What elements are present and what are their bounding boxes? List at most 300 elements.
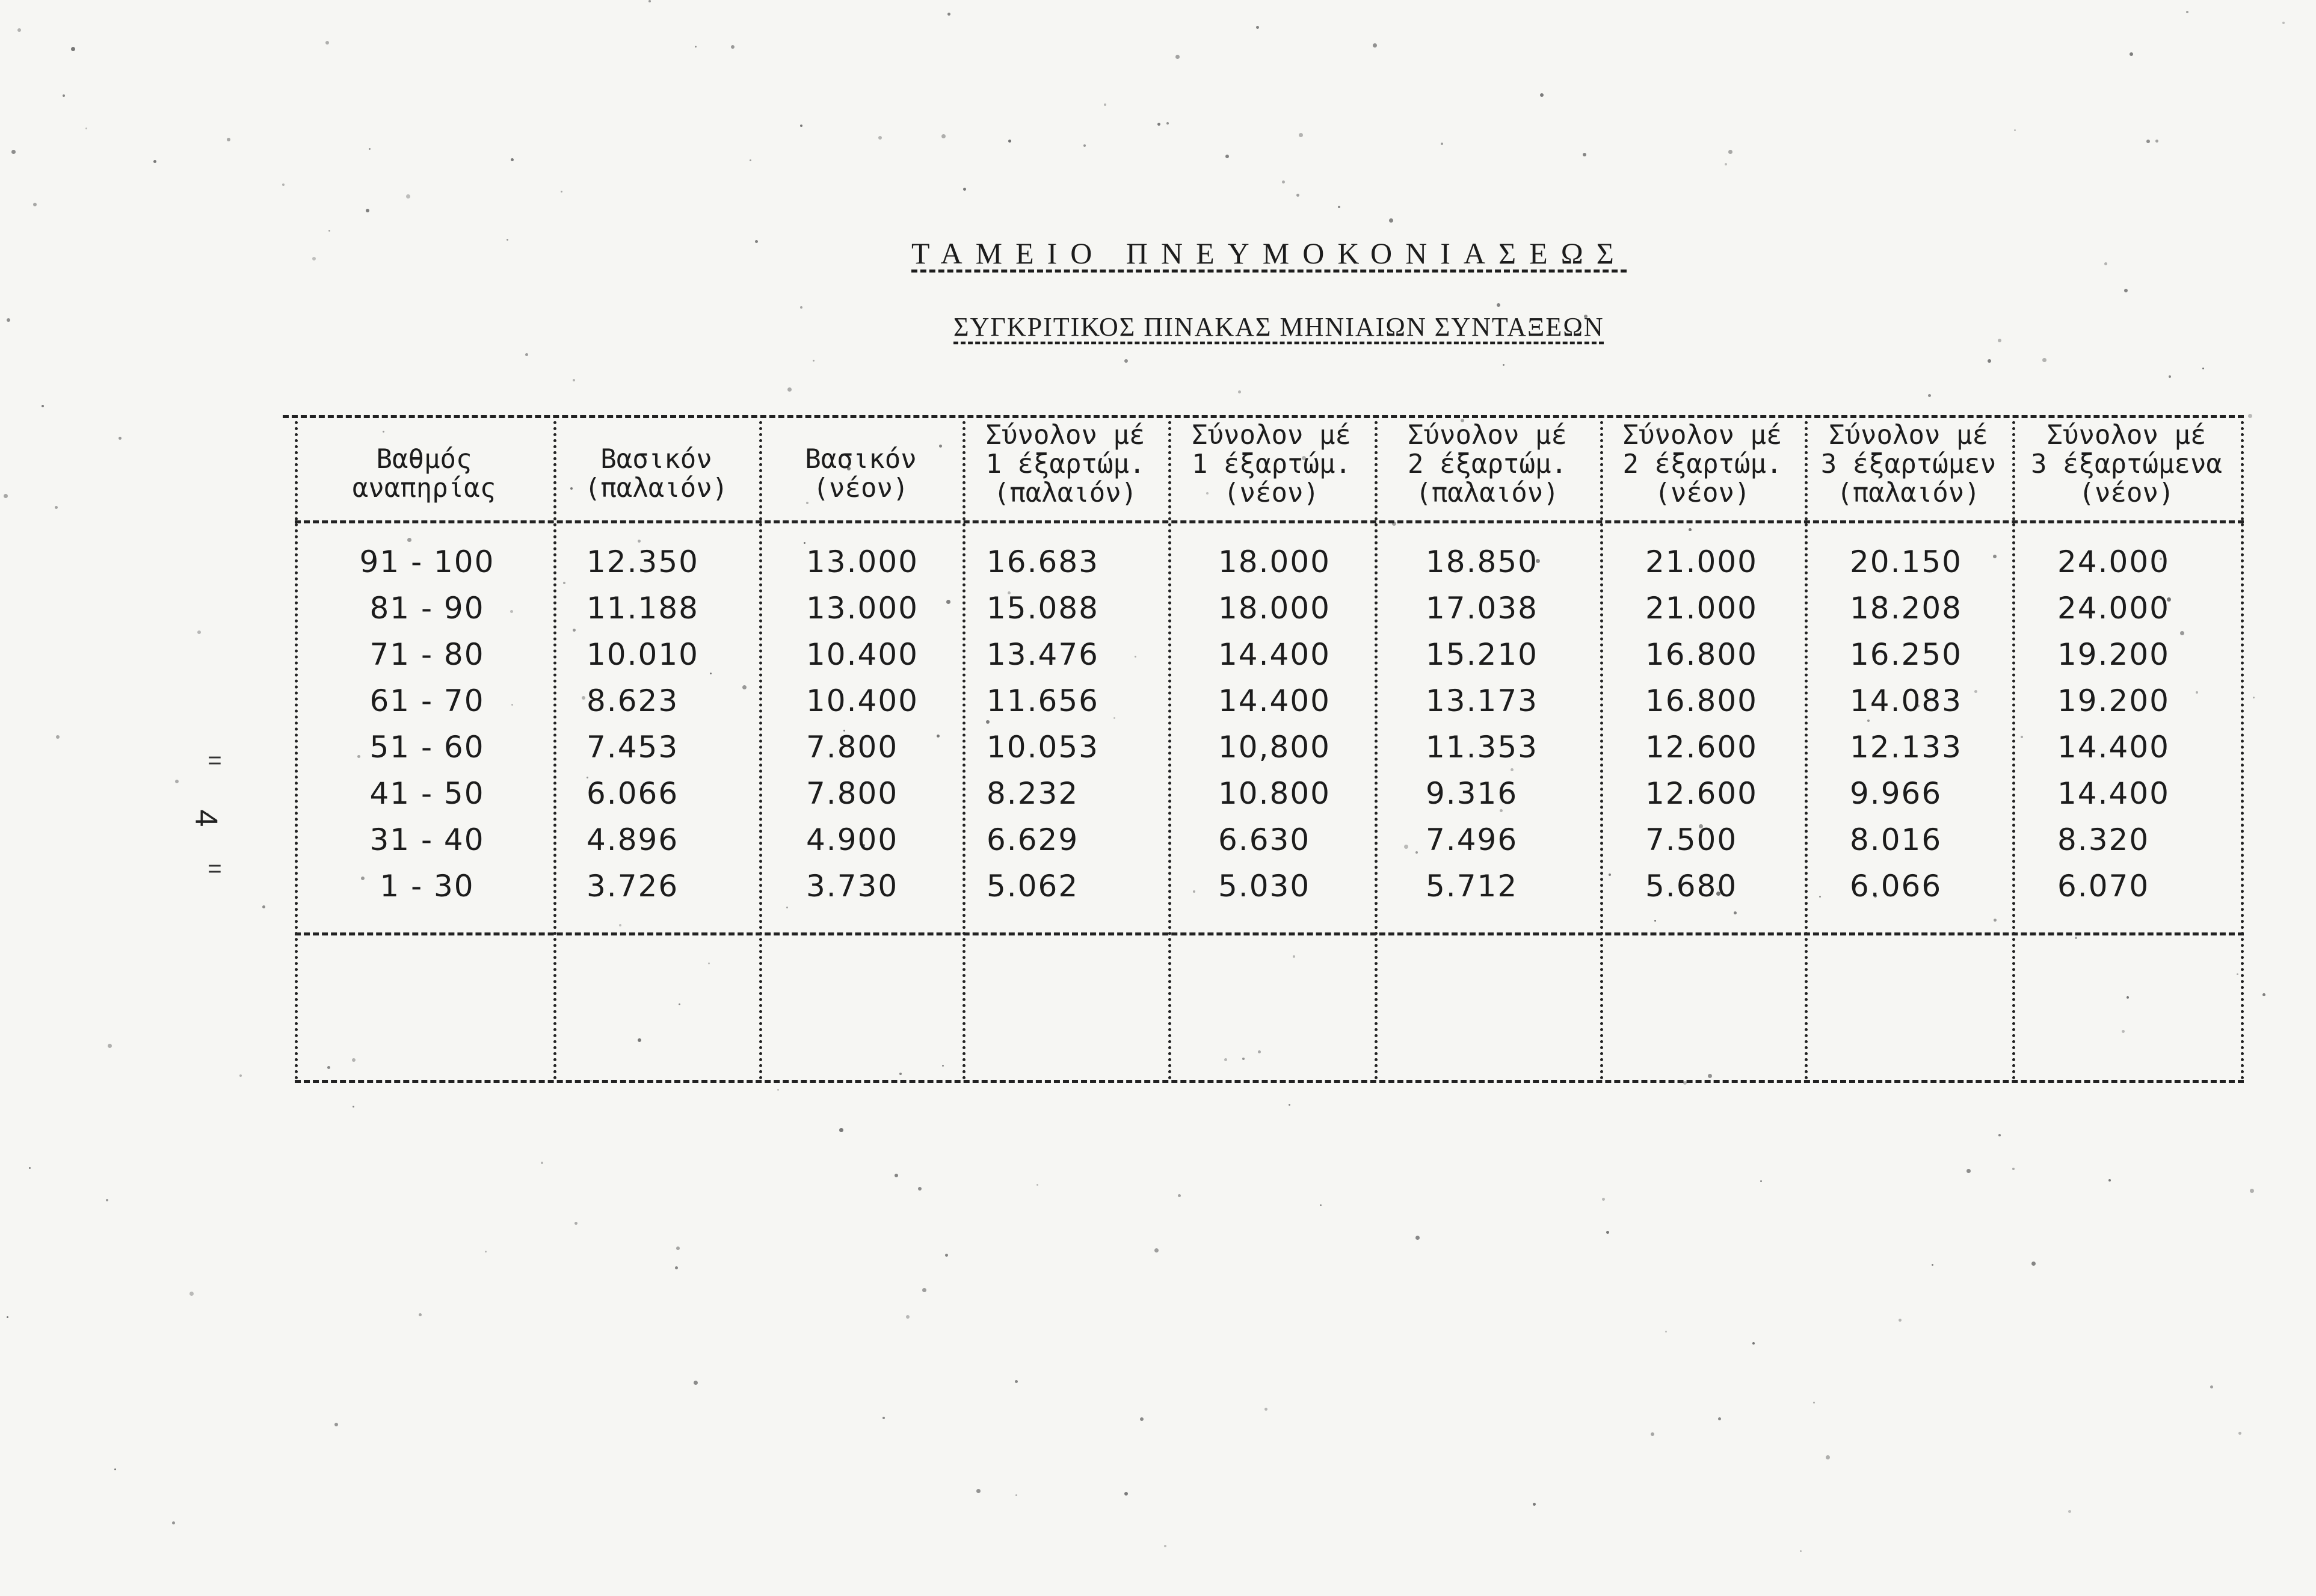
pension-amount-cell: 14.400 (2057, 776, 2170, 811)
scan-speck (694, 1381, 698, 1385)
scan-speck (2127, 996, 2129, 999)
scan-speck (1178, 1194, 1181, 1197)
pension-amount-cell: 10.800 (1218, 776, 1331, 811)
scan-speck (1602, 1198, 1605, 1201)
scan-speck (1256, 26, 1259, 29)
pension-amount-cell: 7.453 (587, 730, 679, 765)
scan-speck (1606, 1231, 1609, 1234)
scan-speck (56, 735, 60, 739)
scan-speck (941, 134, 946, 138)
pension-amount-cell: 21.000 (1645, 591, 1758, 626)
scan-speck (839, 1128, 843, 1132)
scan-speck (582, 696, 585, 700)
scan-speck (2253, 697, 2255, 698)
pension-amount-cell: 19.200 (2057, 683, 2170, 718)
scan-speck (2196, 691, 2198, 694)
disability-grade-cell: 71 - 80 (369, 637, 485, 672)
scan-speck (1899, 1319, 1902, 1322)
scan-speck (1166, 122, 1169, 125)
scan-speck (755, 240, 758, 243)
scan-speck (676, 1246, 680, 1250)
table-header-cell (967, 421, 1163, 508)
scan-speck (1708, 1074, 1712, 1078)
scan-speck (383, 431, 384, 433)
scan-speck (1083, 144, 1086, 147)
disability-grade-cell: 31 - 40 (369, 822, 485, 857)
scan-speck (1135, 656, 1136, 658)
scan-speck (1293, 955, 1295, 958)
scan-speck (172, 1521, 175, 1524)
pension-amount-cell: 21.000 (1645, 544, 1758, 579)
disability-grade-cell: 81 - 90 (369, 591, 485, 626)
table-header-line: 3 έξαρτώμενα (2031, 449, 2222, 479)
scan-speck (777, 1089, 779, 1091)
scan-speck (574, 1222, 577, 1225)
table-header-line: 3 έξαρτώμεν (1820, 449, 1997, 479)
scan-speck (947, 13, 950, 16)
scan-speck (17, 28, 21, 32)
scan-speck (55, 506, 58, 509)
scan-speck (1533, 1503, 1536, 1506)
scan-speck (2169, 375, 2171, 378)
pension-amount-cell: 8.320 (2057, 822, 2150, 857)
scan-speck (1124, 1492, 1128, 1496)
scan-speck (11, 150, 16, 154)
scan-speck (638, 1038, 641, 1042)
table-header-cell (558, 445, 754, 503)
scan-speck (800, 306, 802, 309)
scan-speck (7, 318, 10, 322)
scan-speck (2104, 262, 2107, 265)
scan-speck (29, 1167, 31, 1169)
scan-speck (1966, 1169, 1971, 1173)
scan-speck (1296, 194, 1299, 197)
scan-speck (1389, 218, 1393, 223)
scan-speck (1819, 896, 1821, 898)
scan-speck (1299, 133, 1303, 137)
scan-speck (2155, 140, 2158, 143)
scan-speck (71, 47, 75, 51)
scan-speck (1813, 1402, 1815, 1403)
scan-speck (899, 1073, 902, 1075)
scan-speck (485, 1251, 487, 1252)
table-header-line: (παλαιόν) (1415, 478, 1559, 508)
scan-speck (1651, 1432, 1654, 1436)
scan-speck (1752, 1342, 1755, 1345)
table-header-cell (1605, 421, 1800, 508)
scan-speck (1998, 1134, 2001, 1136)
scan-speck (679, 1003, 680, 1005)
table-column-rule (553, 421, 556, 1080)
scan-speck (1928, 394, 1931, 397)
scan-speck (675, 1266, 678, 1269)
pension-amount-cell: 14.400 (1218, 637, 1331, 672)
table-rule-header (295, 520, 2244, 523)
scan-speck (1242, 1058, 1245, 1060)
scan-speck (419, 1313, 422, 1316)
scan-speck (325, 41, 329, 45)
table-column-rule (2012, 421, 2015, 1080)
table-column-rule (759, 421, 762, 1080)
scan-speck (1320, 1204, 1322, 1206)
scan-speck (2250, 1189, 2254, 1193)
scan-speck (1036, 1184, 1038, 1186)
scan-speck (2262, 993, 2265, 996)
scan-speck (1654, 920, 1656, 922)
pension-amount-cell: 15.088 (987, 591, 1099, 626)
scan-speck (786, 907, 788, 908)
pension-amount-cell: 18.000 (1218, 544, 1331, 579)
scan-speck (1282, 180, 1285, 183)
table-header-cell (1173, 421, 1370, 508)
scan-speck (878, 136, 882, 140)
scan-speck (976, 1489, 981, 1493)
scan-speck (507, 239, 508, 241)
table-header-cell (764, 445, 958, 503)
pension-amount-cell: 15.210 (1426, 637, 1538, 672)
scan-speck (2186, 11, 2188, 13)
table-header-line: Σύνολον μέ (2047, 420, 2207, 451)
pension-amount-cell: 12.350 (587, 544, 699, 579)
scan-speck (106, 1199, 108, 1201)
scan-speck (2122, 1030, 2125, 1033)
table-column-rule (962, 421, 966, 1080)
scan-speck (942, 1065, 944, 1067)
pension-amount-cell: 12.600 (1645, 776, 1758, 811)
pension-amount-cell: 13.173 (1426, 683, 1538, 718)
scan-speck (406, 194, 410, 199)
scan-speck (1503, 364, 1504, 366)
scan-speck (573, 379, 575, 381)
pension-amount-cell: 8.623 (587, 683, 679, 718)
table-header-line: (νέον) (813, 473, 909, 504)
pension-amount-cell: 6.629 (987, 822, 1079, 857)
scan-speck (1734, 911, 1737, 914)
scan-speck (1993, 555, 1997, 558)
table-header-line: 2 έξαρτώμ. (1622, 449, 1782, 479)
pension-amount-cell: 14.400 (1218, 683, 1331, 718)
pension-amount-cell: 7.496 (1426, 822, 1518, 857)
scan-speck (2075, 937, 2077, 939)
scan-speck (1689, 528, 1692, 531)
pension-amount-cell: 8.232 (987, 776, 1079, 811)
scan-speck (1988, 359, 1991, 363)
scan-speck (407, 538, 411, 542)
pension-amount-cell: 10.400 (806, 637, 919, 672)
scan-speck (1225, 155, 1229, 158)
table-column-rule (2241, 421, 2244, 1080)
disability-grade-cell: 61 - 70 (369, 683, 485, 718)
scan-speck (573, 629, 576, 632)
pension-amount-cell: 10.010 (587, 637, 699, 672)
scan-speck (1497, 303, 1500, 307)
scan-speck (918, 1187, 922, 1191)
scan-speck (1373, 43, 1377, 48)
pension-amount-cell: 12.600 (1645, 730, 1758, 765)
scan-speck (1289, 1104, 1290, 1106)
scan-speck (2282, 22, 2285, 24)
pension-amount-cell: 5.030 (1218, 869, 1311, 904)
scan-speck (511, 158, 514, 161)
scan-speck (334, 1423, 338, 1426)
scan-speck (1008, 140, 1011, 143)
scan-speck (1338, 206, 1340, 208)
pension-amount-cell: 12.133 (1850, 730, 1962, 765)
disability-grade-cell: 1 - 30 (380, 869, 475, 904)
scan-speck (742, 685, 747, 689)
scan-speck (85, 128, 87, 129)
pension-amount-cell: 3.726 (587, 869, 679, 904)
scan-speck (1157, 123, 1160, 126)
table-header-line: (νέον) (1224, 478, 1319, 508)
pension-amount-cell: 14.400 (2057, 730, 2170, 765)
table-header-cell (1379, 421, 1595, 508)
table-header-line: Βασικόν (805, 444, 917, 475)
scan-speck (813, 360, 815, 362)
scan-speck (945, 1254, 948, 1257)
table-header-line: (νέον) (1654, 478, 1751, 508)
scan-speck (1124, 359, 1128, 363)
pension-amount-cell: 10.400 (806, 683, 919, 718)
scan-speck (282, 183, 285, 186)
scan-speck (1974, 690, 1977, 693)
pension-amount-cell: 13.000 (806, 591, 919, 626)
scan-speck (2248, 414, 2252, 418)
pension-amount-cell: 16.250 (1850, 637, 1962, 672)
scan-speck (1998, 339, 2001, 342)
table-rule-top (283, 415, 2244, 418)
scan-speck (262, 905, 265, 908)
pension-amount-cell: 18.208 (1850, 591, 1962, 626)
margin-equals-bottom: = (208, 857, 223, 884)
scan-speck (638, 540, 641, 543)
scan-speck (2042, 358, 2047, 362)
scan-speck (525, 353, 528, 356)
scan-speck (1015, 1494, 1017, 1496)
scan-speck (2068, 1510, 2071, 1513)
scan-speck (1441, 143, 1443, 145)
table-column-rule (1375, 421, 1378, 1080)
table-header-line: Σύνολον μέ (1622, 420, 1782, 451)
table-header-cell (1809, 421, 2007, 508)
scan-speck (153, 160, 156, 163)
scan-speck (1932, 1264, 1933, 1266)
pension-amount-cell: 11.656 (987, 683, 1099, 718)
scan-speck (327, 1066, 330, 1069)
pension-amount-cell: 7.800 (806, 776, 899, 811)
scan-speck (1164, 1545, 1166, 1547)
pension-amount-cell: 7.500 (1645, 822, 1738, 857)
pension-amount-cell: 9.316 (1426, 776, 1518, 811)
table-header-line: 1 έξαρτώμ. (1192, 449, 1351, 479)
document-title: ΤΑΜΕΙΟ ΠΝΕΥΜΟΚΟΝΙΑΣΕΩΣ (911, 236, 1627, 270)
scan-speck (2146, 140, 2150, 143)
scan-speck (227, 138, 230, 141)
scan-speck (1994, 919, 1997, 922)
table-header-line: Βαθμός (376, 444, 472, 475)
scan-speck (366, 209, 369, 212)
scan-speck (114, 1468, 116, 1470)
table-header-line: 2 έξαρτώμ. (1408, 449, 1567, 479)
pension-amount-cell: 16.800 (1645, 683, 1758, 718)
pension-amount-cell: 16.683 (987, 544, 1099, 579)
scan-speck (946, 600, 950, 604)
pension-amount-cell: 7.800 (806, 730, 899, 765)
scan-speck (1665, 1331, 1667, 1333)
scan-speck (787, 387, 792, 392)
scan-speck (563, 582, 565, 584)
scan-speck (648, 0, 651, 2)
disability-grade-cell: 91 - 100 (359, 544, 495, 579)
pension-amount-cell: 10,800 (1218, 730, 1331, 765)
pension-amount-cell: 5.680 (1645, 869, 1738, 904)
scan-speck (1583, 153, 1586, 156)
pension-amount-cell: 16.800 (1645, 637, 1758, 672)
scan-speck (2014, 129, 2016, 131)
pension-amount-cell: 19.200 (2057, 637, 2170, 672)
scan-speck (312, 257, 316, 260)
scan-speck (2031, 1262, 2036, 1266)
table-header-cell (2017, 421, 2236, 508)
scan-speck (1728, 150, 1732, 154)
table-header-line: (παλαιόν) (584, 473, 728, 504)
pension-amount-cell: 14.083 (1850, 683, 1962, 718)
pension-amount-cell: 5.712 (1426, 869, 1518, 904)
scan-speck (1154, 1248, 1159, 1252)
scan-speck (2180, 631, 2184, 635)
scan-speck (1224, 1058, 1227, 1061)
table-rule-data-bottom (295, 932, 2244, 935)
scan-speck (2124, 289, 2128, 292)
scan-speck (108, 1044, 112, 1048)
scan-speck (1404, 845, 1408, 849)
table-header-line: Σύνολον μέ (1829, 420, 1988, 451)
scan-speck (175, 780, 179, 783)
scan-speck (1415, 851, 1418, 854)
pension-amount-cell: 6.070 (2057, 869, 2150, 904)
scan-speck (1415, 1236, 1420, 1240)
scan-speck (1264, 1408, 1267, 1411)
scan-speck (4, 494, 8, 498)
scan-speck (1800, 1550, 1802, 1552)
scan-speck (800, 125, 802, 127)
disability-grade-cell: 51 - 60 (369, 730, 485, 765)
page-number: 4 (188, 809, 224, 827)
scan-speck (750, 159, 751, 161)
pension-amount-cell: 18.850 (1426, 544, 1538, 579)
table-header-line: Σύνολον μέ (1408, 420, 1567, 451)
scan-speck (1826, 1455, 1830, 1459)
table-column-rule (1805, 421, 1808, 1080)
scan-speck (922, 1288, 926, 1292)
scan-speck (42, 405, 44, 407)
pension-amount-cell: 13.000 (806, 544, 919, 579)
pension-amount-cell: 4.896 (587, 822, 679, 857)
scan-speck (895, 1174, 898, 1177)
pension-amount-cell: 8.016 (1850, 822, 1942, 857)
scan-speck (239, 1074, 242, 1077)
scan-speck (1175, 55, 1180, 59)
scan-speck (2202, 368, 2204, 369)
scan-speck (1609, 873, 1611, 876)
pension-amount-cell: 4.900 (806, 822, 899, 857)
table-header-line: Βασικόν (600, 444, 712, 475)
pension-amount-cell: 6.066 (1850, 869, 1942, 904)
scan-speck (695, 46, 697, 48)
scan-speck (1760, 1180, 1762, 1182)
margin-equals-top: = (208, 749, 223, 776)
scan-speck (1867, 719, 1870, 722)
pension-amount-cell: 9.966 (1850, 776, 1942, 811)
scan-speck (2108, 1179, 2111, 1182)
scan-speck (119, 437, 122, 440)
pension-amount-cell: 5.062 (987, 869, 1079, 904)
scan-speck (1258, 1050, 1261, 1053)
scan-speck (1511, 768, 1514, 771)
scan-speck (7, 1316, 8, 1318)
pension-amount-cell: 18.000 (1218, 591, 1331, 626)
scan-speck (352, 1058, 356, 1062)
pension-amount-cell: 13.476 (987, 637, 1099, 672)
scan-speck (1725, 163, 1727, 165)
scan-speck (1113, 717, 1115, 719)
pension-amount-cell: 6.630 (1218, 822, 1311, 857)
scan-speck (1193, 890, 1195, 893)
scan-speck (882, 1417, 885, 1419)
scan-speck (189, 1292, 194, 1296)
scan-speck (619, 924, 621, 926)
scan-speck (541, 1162, 543, 1164)
pension-amount-cell: 11.188 (587, 591, 699, 626)
scan-speck (2210, 1385, 2213, 1388)
scan-speck (937, 735, 940, 738)
scan-speck (1015, 1380, 1018, 1383)
scan-speck (197, 630, 201, 634)
scan-speck (731, 45, 735, 49)
scan-speck (963, 188, 966, 191)
pension-amount-cell: 24.000 (2057, 591, 2170, 626)
scan-speck (2238, 1432, 2241, 1435)
pension-amount-cell: 3.730 (806, 869, 899, 904)
scan-speck (2130, 52, 2133, 56)
table-header-line: (παλαιόν) (1837, 478, 1980, 508)
scan-speck (1238, 390, 1241, 393)
scan-speck (710, 673, 712, 674)
table-column-rule (1168, 421, 1171, 1080)
table-header-cell (300, 445, 549, 503)
scan-speck (561, 191, 562, 193)
scan-speck (33, 203, 37, 206)
table-header-line: (παλαιόν) (993, 478, 1138, 508)
scan-speck (2021, 736, 2023, 738)
table-column-rule (1600, 421, 1603, 1080)
table-header-line: Σύνολον μέ (985, 420, 1145, 451)
document-subtitle: ΣΥΓΚΡΙΤΙΚΟΣ ΠΙΝΑΚΑΣ ΜΗΝΙΑΙΩΝ ΣΥΝΤΑΞΕΩΝ (953, 312, 1604, 342)
pension-amount-cell: 24.000 (2057, 544, 2170, 579)
pension-amount-cell: 20.150 (1850, 544, 1962, 579)
scan-speck (353, 1106, 354, 1108)
scan-speck (63, 94, 65, 97)
table-rule-bottom (295, 1080, 2244, 1083)
scan-speck (1104, 103, 1106, 106)
table-header-line: 1 έξαρτώμ. (985, 449, 1145, 479)
scan-speck (804, 542, 805, 544)
scan-speck (1140, 1417, 1144, 1421)
scan-speck (1718, 1417, 1721, 1420)
scan-speck (369, 148, 371, 150)
pension-amount-cell: 11.353 (1426, 730, 1538, 765)
scan-speck (2012, 1168, 2015, 1170)
